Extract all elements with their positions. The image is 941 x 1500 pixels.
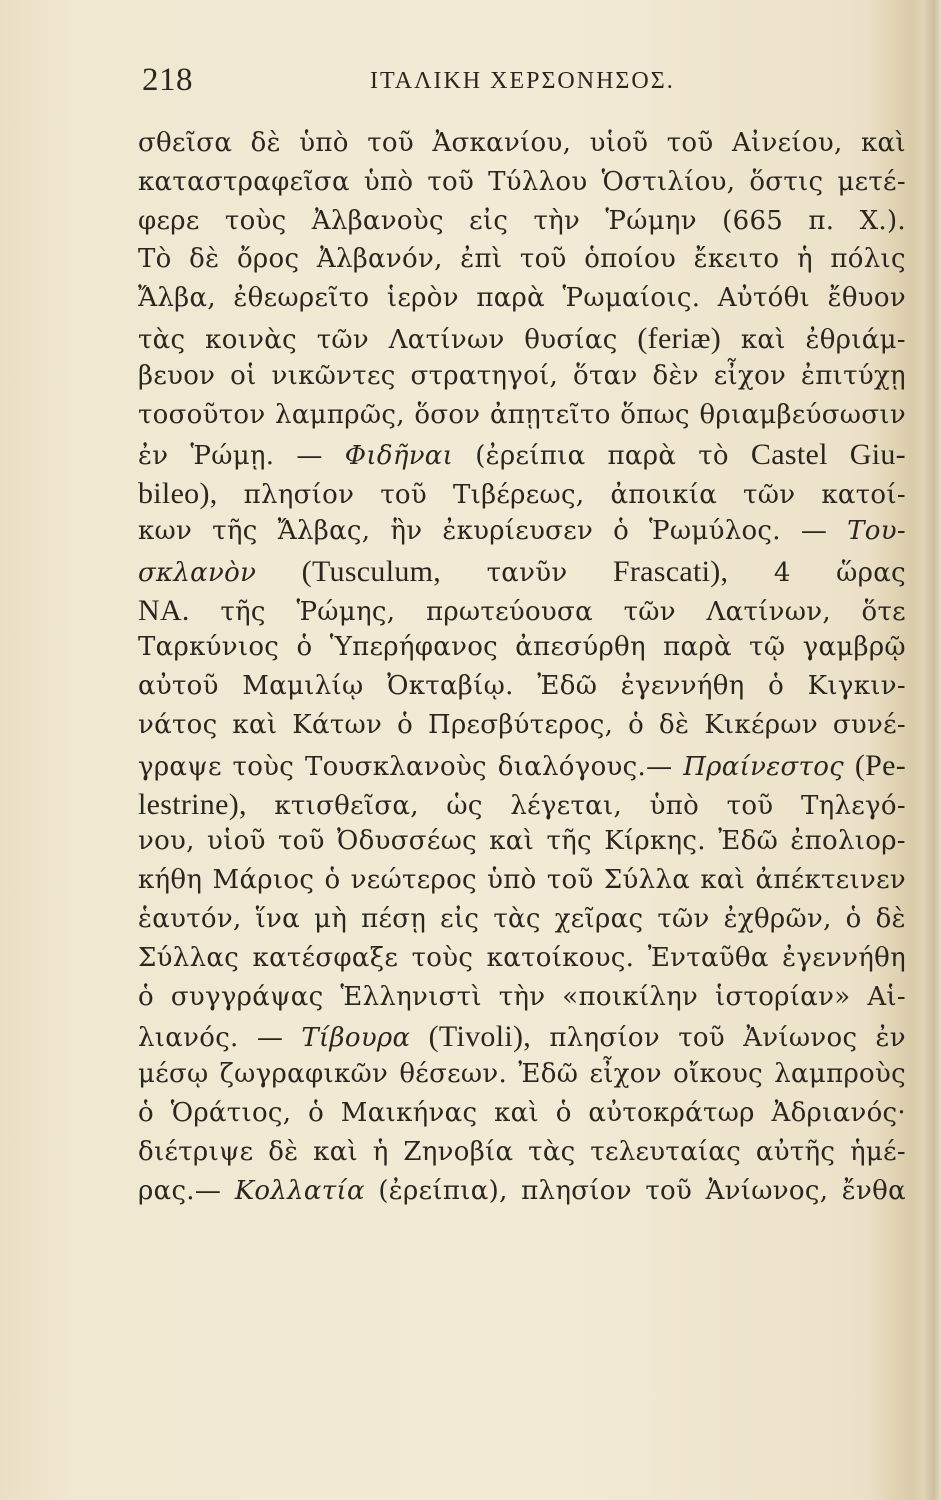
- text-word: (ἐρείπια),: [378, 1175, 508, 1206]
- text-word: ἐθριάμ-: [805, 324, 906, 355]
- text-line: [138, 555, 906, 594]
- text-word: Ταρκύνιος: [138, 632, 280, 663]
- text-word: τῶν: [316, 324, 369, 355]
- text-word: Ὀκταβίῳ.: [387, 671, 514, 702]
- text-word: Ῥώμην: [605, 205, 697, 236]
- text-line: [138, 283, 906, 322]
- text-word: τῶν: [743, 480, 796, 511]
- text-word: ὡς: [446, 790, 483, 821]
- text-word: ἡ: [372, 1136, 389, 1167]
- text-word: ὑπὸ: [363, 166, 414, 197]
- text-line: [138, 788, 906, 827]
- text-word: Μάριος: [212, 865, 315, 896]
- text-word: Τουσκλανοὺς: [304, 751, 487, 782]
- text-word: Ζηνοβία: [403, 1136, 514, 1167]
- text-word: μετέ-: [837, 166, 906, 197]
- text-word: Ῥωμαίοις.: [562, 283, 701, 314]
- text-word: τὰς: [138, 324, 186, 355]
- text-word: δὲ: [250, 128, 281, 158]
- text-word: στρατηγοί,: [410, 360, 559, 391]
- text-word: υἱοῦ: [207, 826, 266, 857]
- text-word: τοῦ: [645, 1175, 693, 1206]
- text-word: καὶ: [494, 1097, 539, 1128]
- text-word: τῆς: [220, 596, 266, 627]
- text-word: Ῥώμῃ.: [190, 441, 275, 472]
- text-word: ἐγεννήθη: [782, 942, 906, 973]
- text-word: λαμπροὺς: [774, 1059, 906, 1090]
- text-word: τελευταίας: [590, 1136, 742, 1167]
- text-line: [138, 904, 906, 943]
- text-word: κατέσφαξε: [252, 942, 399, 973]
- text-word: «ποικίλην: [562, 981, 699, 1012]
- text-word: 4: [773, 557, 791, 588]
- text-word: ἐχθρῶν,: [723, 903, 832, 934]
- text-line: [138, 477, 906, 516]
- text-word: κων: [138, 515, 193, 546]
- text-word: (Pe-: [854, 748, 906, 782]
- text-line: [138, 206, 906, 245]
- text-word: ἀπεσύρθη: [515, 632, 646, 663]
- text-line: [138, 1137, 906, 1176]
- text-word: σθεῖσα: [138, 128, 233, 158]
- text-line: [138, 943, 906, 982]
- text-word: ἔθυον: [827, 283, 906, 314]
- text-word: Ἀλβανόν,: [316, 244, 443, 275]
- text-word: τοῦ: [427, 166, 475, 197]
- text-line: [138, 749, 906, 788]
- text-word: ἱστορίαν»: [715, 981, 851, 1012]
- text-word: Κικέρων: [704, 709, 818, 740]
- text-word: Τιβέρεως,: [452, 480, 585, 511]
- text-word: καὶ: [740, 324, 786, 355]
- text-word: δὲ: [659, 709, 690, 740]
- text-word: ἐν: [875, 1023, 906, 1054]
- text-word: τῆς: [212, 515, 258, 546]
- text-word: Λατίνων: [388, 324, 505, 355]
- text-line: [138, 322, 906, 361]
- text-word: τῶν: [623, 596, 676, 627]
- text-word: τοὺς: [411, 942, 474, 973]
- text-word: καὶ: [489, 826, 535, 857]
- text-word: ἵνα: [255, 903, 300, 934]
- text-word: λέγεται,: [510, 790, 623, 821]
- text-word: τοῦ: [519, 244, 567, 275]
- text-word: μέσῳ: [138, 1059, 209, 1090]
- text-word: δὲ: [189, 244, 220, 275]
- text-line: [138, 167, 906, 206]
- text-word: τὰς: [493, 903, 541, 934]
- text-word: (feriæ): [637, 321, 722, 355]
- text-word: Τηλεγό-: [800, 790, 906, 821]
- text-line: [138, 710, 906, 749]
- text-word: Ἀνίωνος: [743, 1023, 858, 1054]
- text-word: ὁ: [628, 709, 645, 740]
- text-word: εἰς: [469, 205, 509, 236]
- text-word: Ῥώμης,: [296, 596, 396, 627]
- text-line: [138, 671, 906, 710]
- text-word: ὅπως: [620, 399, 690, 430]
- page-header: [142, 62, 882, 102]
- text-word: Μαικήνας: [340, 1097, 478, 1128]
- text-word: Λατίνων,: [706, 596, 831, 627]
- text-word: πλησίον: [521, 1175, 632, 1206]
- text-word: ὁ: [768, 671, 785, 702]
- text-word: Ἄλβα,: [138, 283, 216, 314]
- text-word: Φιδῆναι: [344, 441, 454, 472]
- text-word: νάτος: [138, 709, 218, 740]
- text-word: λιανός.: [138, 1023, 239, 1054]
- text-word: Κάτων: [292, 709, 383, 740]
- text-word: εἶχον: [589, 1059, 662, 1090]
- text-word: (Tivoli),: [428, 1020, 532, 1054]
- text-word: Ῥωμύλος.: [649, 515, 781, 546]
- text-word: ζωγραφικῶν: [219, 1059, 389, 1090]
- text-word: παρὰ: [476, 283, 546, 314]
- text-word: ἐπὶ: [460, 244, 503, 275]
- text-word: κοινὰς: [205, 324, 297, 355]
- text-word: καὶ: [313, 1136, 359, 1167]
- text-word: Μαμιλίῳ: [242, 671, 364, 702]
- text-word: τοῦ: [380, 480, 427, 511]
- text-word: τοῦ: [546, 865, 594, 896]
- text-word: συνέ-: [832, 709, 906, 740]
- text-word: καὶ: [232, 709, 278, 740]
- text-word: τοὺς: [232, 751, 295, 782]
- text-word: συγγράψας: [170, 981, 324, 1012]
- text-word: τοῦ: [278, 826, 325, 857]
- text-line: [138, 1176, 906, 1215]
- text-word: ἡ: [796, 244, 813, 275]
- text-word: τὸ: [698, 441, 729, 472]
- text-word: Κολλατία: [234, 1175, 365, 1206]
- running-head: ΙΤΑΛΙΚΗ ΧΕΡΣΟΝΗΣΟΣ.: [370, 68, 675, 94]
- text-word: υἱοῦ: [589, 128, 649, 158]
- text-word: κατοίκους.: [486, 942, 635, 973]
- text-word: —: [296, 441, 323, 472]
- text-word: ἔνθα: [841, 1175, 906, 1206]
- text-word: διέτριψε: [138, 1136, 254, 1167]
- text-word: ἑαυτόν,: [138, 903, 242, 934]
- text-word: βευον: [138, 360, 216, 391]
- text-word: Ἀσκανίου,: [432, 128, 572, 158]
- text-word: νικῶντες: [271, 360, 396, 391]
- text-word: Τὸ: [138, 244, 172, 275]
- text-word: τοσοῦτον: [138, 399, 266, 430]
- text-word: (665: [722, 205, 784, 236]
- text-word: ἀποικία: [610, 480, 718, 511]
- text-line: [138, 865, 906, 904]
- text-word: ὅτε: [861, 596, 906, 627]
- text-word: αὐτοῦ: [138, 671, 219, 702]
- text-word: Τίβουρα: [301, 1023, 411, 1054]
- text-word: ὅστις: [749, 166, 824, 197]
- text-word: ἐκυρίευσεν: [442, 515, 594, 546]
- text-word: τοῦ: [726, 790, 774, 821]
- text-word: —: [800, 515, 828, 546]
- text-line: [138, 128, 906, 167]
- text-word: Ὀδυσσέως: [337, 826, 477, 857]
- text-word: τὰς: [528, 1136, 576, 1167]
- text-line: [138, 400, 906, 439]
- text-word: ὄρος: [236, 244, 300, 275]
- text-word: ὁ: [555, 1097, 572, 1128]
- text-word: γαμβρῷ: [802, 632, 906, 663]
- text-word: πέσῃ: [361, 903, 427, 934]
- text-word: γραψε: [138, 751, 222, 782]
- text-word: Κιγκιν-: [807, 671, 906, 702]
- text-word: τῆς: [546, 826, 592, 857]
- text-line: [138, 1098, 906, 1137]
- text-word: ἣν: [390, 515, 423, 546]
- text-word: Ἐδῶ: [537, 671, 598, 702]
- text-word: Ἀδριανός·: [771, 1097, 906, 1128]
- text-word: αὐτοκράτωρ: [588, 1097, 755, 1128]
- text-word: Αἱ-: [867, 981, 906, 1012]
- text-word: τοῦ: [678, 1023, 725, 1054]
- text-word: δὲν: [652, 360, 699, 391]
- text-word: —: [256, 1023, 284, 1054]
- text-word: ὁ: [397, 709, 414, 740]
- text-word: θυσίας: [524, 324, 618, 355]
- text-word: πόλις: [830, 244, 906, 275]
- text-word: πλησίον: [243, 480, 355, 511]
- text-word: νου,: [138, 826, 195, 857]
- text-word: ὁ: [138, 1097, 154, 1128]
- text-word: δὲ: [875, 903, 906, 934]
- text-word: πρωτεύουσα: [425, 596, 593, 627]
- text-word: φερε: [138, 205, 200, 236]
- text-word: τὴν: [498, 981, 546, 1012]
- text-word: Ἀλβανοὺς: [311, 205, 444, 236]
- text-word: ρας.—: [138, 1175, 222, 1206]
- text-word: ὁποίου: [584, 244, 677, 275]
- text-word: ὁ: [308, 1097, 325, 1128]
- body-text: [138, 128, 906, 1214]
- text-word: Κίρκης.: [604, 826, 706, 857]
- text-word: θριαμβεύσωσιν: [699, 399, 906, 430]
- text-word: lestrine),: [138, 787, 247, 821]
- text-word: καὶ: [860, 128, 906, 158]
- text-word: νεώτερος: [350, 865, 477, 896]
- text-word: ὅταν: [573, 360, 638, 391]
- text-word: Ἐδῶ: [518, 1059, 579, 1090]
- text-word: οἴκους: [673, 1059, 764, 1090]
- text-word: Πρεσβύτερος,: [427, 709, 614, 740]
- text-word: ἀπέκτεινεν: [755, 865, 906, 896]
- text-line: [138, 632, 906, 671]
- text-word: ἔκειτο: [693, 244, 780, 275]
- text-word: κήθη: [138, 865, 203, 896]
- text-word: ὁ: [324, 865, 341, 896]
- text-word: Ἐδῶ: [718, 826, 779, 857]
- text-word: ἀπῃτεῖτο: [489, 399, 611, 430]
- text-word: κτισθεῖσα,: [274, 790, 419, 821]
- text-word: κατοί-: [821, 480, 906, 511]
- text-word: ἐγεννήθη: [620, 671, 745, 702]
- page-number: 218: [142, 62, 193, 98]
- text-word: Χ.).: [859, 205, 906, 236]
- text-word: εἰς: [440, 903, 480, 934]
- text-word: Ὑπερήφανος: [329, 632, 499, 663]
- text-word: τανῦν: [486, 557, 568, 588]
- page-edge-shadow: [923, 0, 941, 1500]
- text-word: Ὁράτιος,: [170, 1097, 292, 1128]
- text-word: εἶχον: [713, 360, 787, 391]
- text-word: Frascati),: [612, 554, 729, 588]
- text-word: καὶ: [700, 865, 746, 896]
- text-word: Ἄλβας,: [277, 515, 371, 546]
- text-line: [138, 516, 906, 555]
- text-word: (Tusculum,: [301, 554, 442, 588]
- text-word: ἱερὸν: [386, 283, 459, 314]
- text-word: (ἐρείπια: [475, 441, 586, 472]
- text-word: Ὁστιλίου,: [601, 166, 736, 197]
- text-word: ὁ: [138, 981, 154, 1012]
- text-word: ὁ: [296, 632, 313, 663]
- text-word: τοῦ: [367, 128, 414, 158]
- text-word: Ἑλληνιστὶ: [340, 981, 482, 1012]
- text-line: [138, 438, 906, 477]
- text-word: Σύλλας: [138, 942, 240, 973]
- text-word: παρὰ: [663, 632, 732, 663]
- text-word: Σύλλα: [603, 865, 691, 896]
- text-word: τὴν: [533, 205, 581, 236]
- text-word: ὑπὸ: [649, 790, 700, 821]
- text-word: ἐν: [138, 441, 169, 472]
- text-word: Του-: [847, 515, 906, 546]
- text-word: τοὺς: [224, 205, 287, 236]
- text-line: [138, 826, 906, 865]
- text-word: οἱ: [230, 360, 257, 391]
- text-word: bileo),: [138, 477, 218, 511]
- text-word: Αὐτόθι: [717, 283, 811, 314]
- text-word: δὲ: [268, 1136, 299, 1167]
- text-word: Πραίνεστος: [683, 751, 845, 782]
- text-word: Αἰνείου,: [731, 128, 843, 158]
- text-word: ἐπιτύχῃ: [801, 360, 906, 391]
- text-word: ὑπὸ: [487, 865, 537, 896]
- text-word: τῷ: [749, 632, 786, 663]
- text-word: ἐπολιορ-: [790, 826, 906, 857]
- text-word: ὑπὸ: [299, 128, 349, 158]
- text-word: ὁ: [845, 903, 862, 934]
- text-word: Giu-: [849, 438, 906, 472]
- text-word: σκλανὸν: [138, 557, 257, 588]
- text-word: ἡμέ-: [850, 1136, 906, 1167]
- text-word: Castel: [750, 438, 828, 472]
- text-word: π.: [808, 205, 835, 236]
- text-line: [138, 1020, 906, 1059]
- text-word: Ἀνίωνος,: [705, 1175, 829, 1206]
- text-line: [138, 594, 906, 633]
- text-word: Τύλλου: [488, 166, 588, 197]
- text-line: [138, 361, 906, 400]
- text-line: [138, 1059, 906, 1098]
- text-word: θέσεων.: [399, 1059, 508, 1090]
- text-word: διαλόγους.—: [497, 751, 673, 782]
- text-word: ἐθεωρεῖτο: [233, 283, 370, 314]
- text-word: λαμπρῶς,: [275, 399, 405, 430]
- text-word: μὴ: [314, 903, 348, 934]
- text-word: τοῦ: [666, 128, 714, 158]
- text-word: ὥρας: [836, 557, 906, 588]
- text-word: παρὰ: [607, 441, 677, 472]
- text-word: καταστραφεῖσα: [138, 166, 350, 197]
- text-line: [138, 982, 906, 1021]
- text-word: χεῖρας: [554, 903, 644, 934]
- text-word: Ἐνταῦθα: [647, 942, 769, 973]
- text-word: ὅσον: [414, 399, 481, 430]
- text-word: ΝΑ.: [138, 593, 190, 627]
- text-line: [138, 244, 906, 283]
- text-word: ὁ: [613, 515, 630, 546]
- text-word: αὐτῆς: [755, 1136, 836, 1167]
- text-word: πλησίον: [549, 1023, 660, 1054]
- text-word: τῶν: [657, 903, 710, 934]
